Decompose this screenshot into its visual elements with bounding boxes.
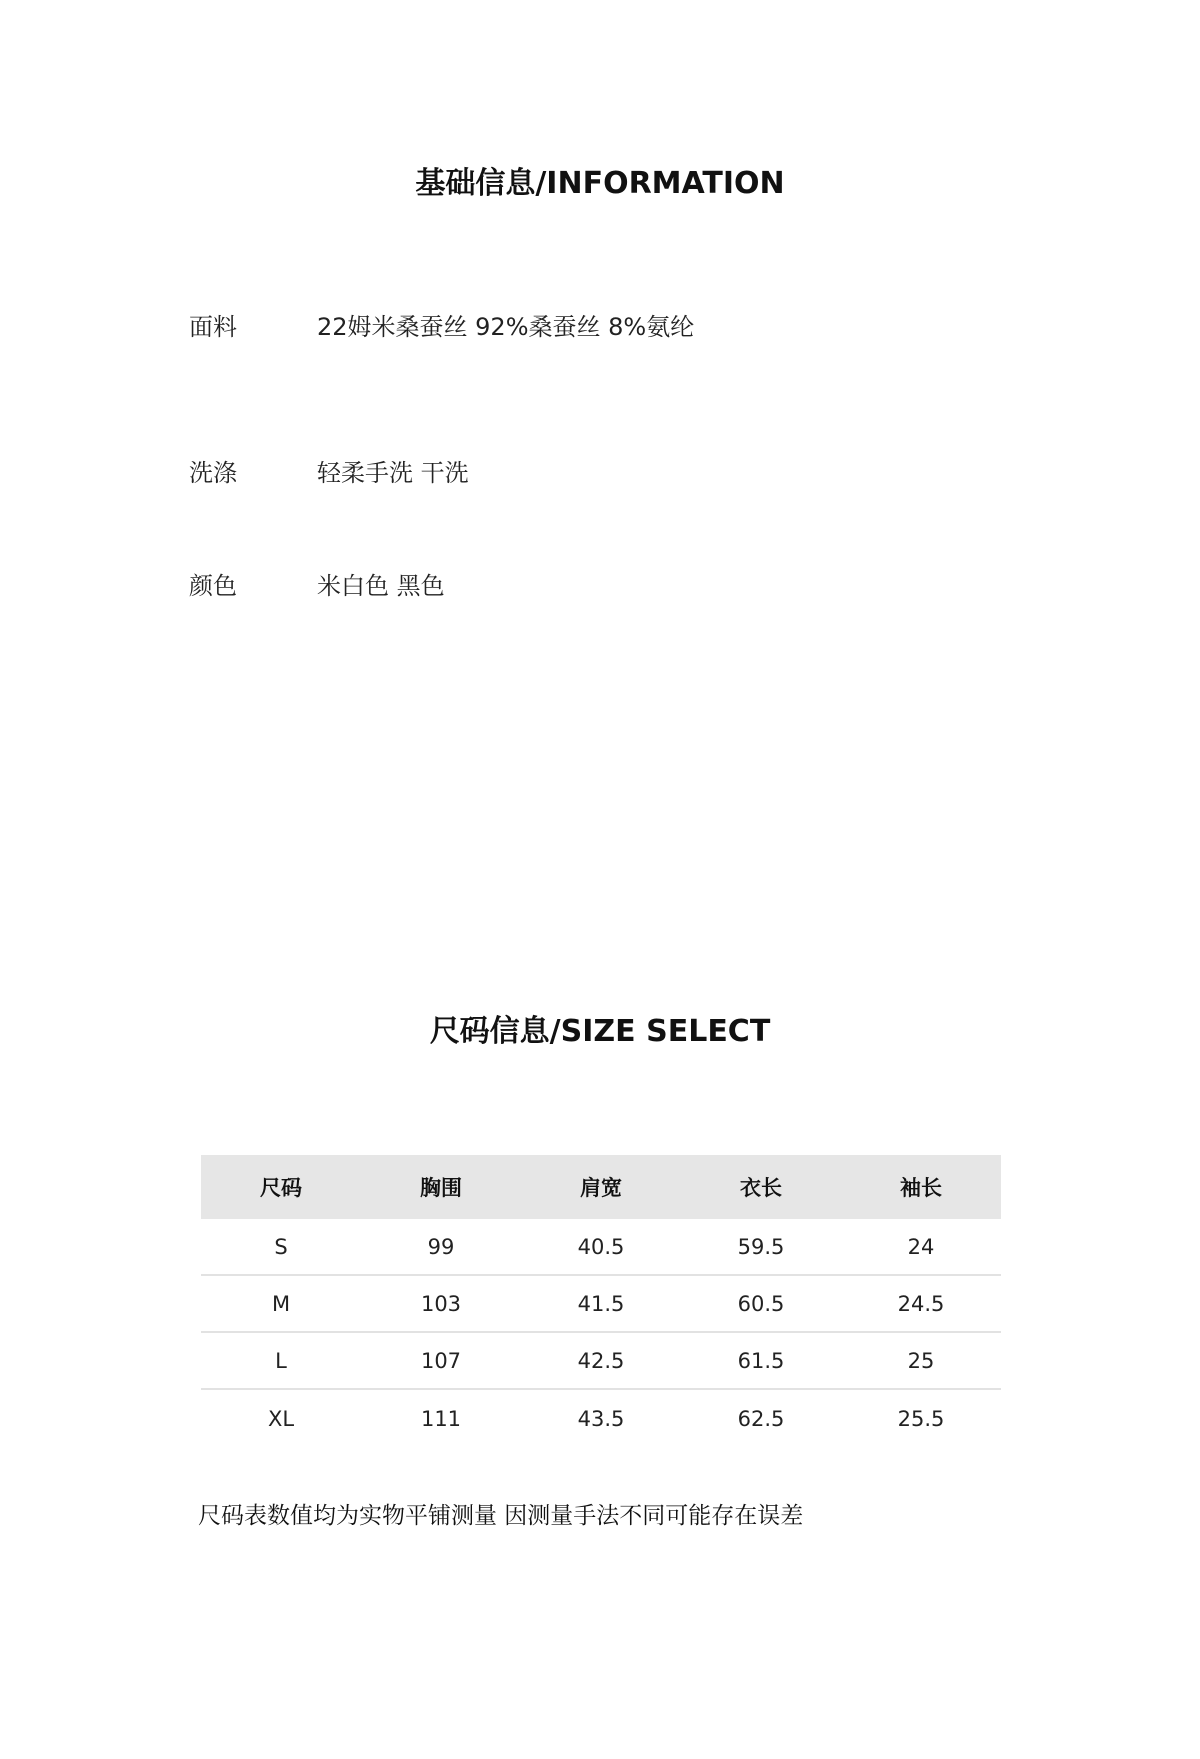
header-sleeve: 袖长 xyxy=(900,1176,942,1200)
table-cell: 60.5 xyxy=(737,1291,785,1316)
table-row xyxy=(201,1390,1001,1447)
table-cell: M xyxy=(271,1291,291,1316)
table-cell: 99 xyxy=(427,1234,455,1259)
table-row xyxy=(201,1333,1001,1390)
table-cell: L xyxy=(275,1348,287,1373)
fabric-value: 22姆米桑蚕丝 92%桑蚕丝 8%氨纶 xyxy=(317,313,695,341)
table-cell: 111 xyxy=(420,1406,462,1431)
table-cell: 62.5 xyxy=(737,1406,785,1431)
table-cell: 41.5 xyxy=(577,1291,625,1316)
table-cell: 25 xyxy=(907,1348,935,1373)
color-label: 颜色 xyxy=(189,572,237,600)
header-chest: 胸围 xyxy=(420,1176,462,1200)
header-length: 衣长 xyxy=(740,1176,782,1200)
table-row xyxy=(201,1276,1001,1333)
size-section-title: 尺码信息/SIZE SELECT xyxy=(429,1014,771,1049)
size-note: 尺码表数值均为实物平铺测量 因测量手法不同可能存在误差 xyxy=(198,1503,804,1529)
table-cell: 40.5 xyxy=(577,1234,625,1259)
table-cell: 43.5 xyxy=(577,1406,625,1431)
table-cell: 103 xyxy=(420,1291,462,1316)
header-shoulder: 肩宽 xyxy=(580,1176,622,1200)
color-value: 米白色 黑色 xyxy=(317,572,445,600)
table-cell: S xyxy=(274,1234,288,1259)
table-cell: 107 xyxy=(420,1348,462,1373)
table-cell: 24 xyxy=(907,1234,935,1259)
table-cell: 59.5 xyxy=(737,1234,785,1259)
table-cell: 24.5 xyxy=(897,1291,945,1316)
info-section-title: 基础信息/INFORMATION xyxy=(415,166,785,201)
table-cell: 25.5 xyxy=(897,1406,945,1431)
size-table xyxy=(201,1155,1001,1447)
table-cell: XL xyxy=(267,1406,295,1431)
table-row xyxy=(201,1219,1001,1276)
washing-label: 洗涤 xyxy=(189,459,237,487)
table-cell: 42.5 xyxy=(577,1348,625,1373)
size-table-header xyxy=(201,1155,1001,1219)
washing-value: 轻柔手洗 干洗 xyxy=(317,459,469,487)
fabric-label: 面料 xyxy=(189,313,237,341)
header-size: 尺码 xyxy=(260,1176,302,1200)
table-cell: 61.5 xyxy=(737,1348,785,1373)
